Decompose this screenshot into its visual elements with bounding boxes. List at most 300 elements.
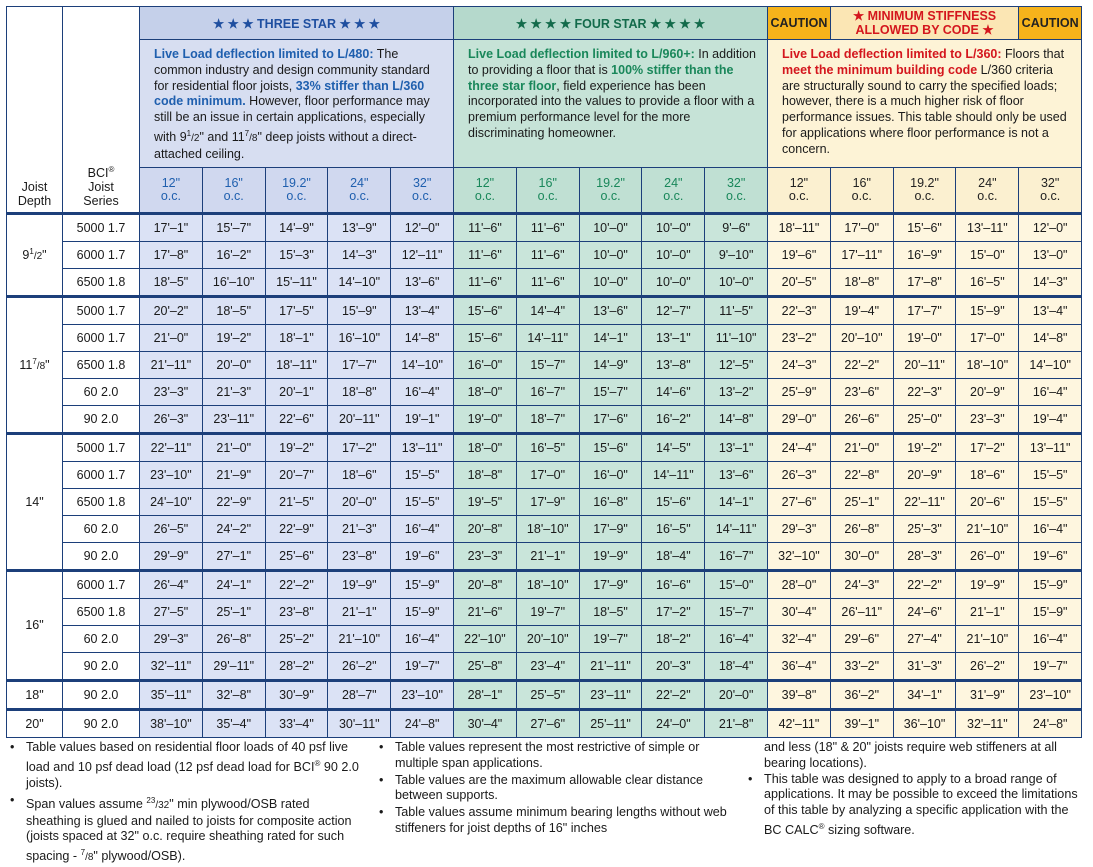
span-value-cell: 19'–9" (579, 542, 642, 570)
span-value-cell: 36'–4" (768, 652, 831, 680)
span-value-cell: 16'–5" (642, 515, 705, 542)
span-value-cell: 39'–1" (830, 709, 893, 737)
notes-column-2 (375, 740, 730, 838)
depth-value: 9 (22, 248, 30, 263)
spacing-oc: o.c. (914, 188, 935, 203)
span-value-cell: 14'–9" (579, 351, 642, 378)
span-value-cell: 13'–1" (642, 324, 705, 351)
table-row (7, 324, 1082, 351)
span-value-cell: 18'–10" (516, 515, 579, 542)
series-cell: 60 2.0 (63, 515, 140, 542)
span-value-cell: 11'–6" (454, 213, 517, 241)
span-value-cell: 10'–0" (579, 213, 642, 241)
table-row (7, 488, 1082, 515)
spacing-header (956, 167, 1019, 213)
span-value-cell: 18'–0" (454, 433, 517, 461)
span-value-cell: 15'–9" (328, 296, 391, 324)
span-value-cell: 21'–9" (202, 461, 265, 488)
span-value-cell: 14'–8" (705, 405, 768, 433)
span-value-cell: 15'–6" (642, 488, 705, 515)
span-value-cell: 32'–11" (956, 709, 1019, 737)
spacing-header (830, 167, 893, 213)
fraction-sup: 7 (244, 128, 250, 138)
note-clear-distance: • Table values are the maximum allowable clear distance between supports. (375, 773, 730, 805)
note-text: " plywood/OSB). (93, 849, 186, 864)
span-value-cell: 15'–6" (893, 213, 956, 241)
span-value-cell: 24'–4" (768, 433, 831, 461)
span-value-cell: 20'–0" (328, 488, 391, 515)
note-bc-calc (744, 772, 1084, 839)
table-row (7, 351, 1082, 378)
span-value-cell: 13'–6" (391, 268, 454, 296)
span-value-cell: 14'–11" (642, 461, 705, 488)
table-row (7, 680, 1082, 709)
three-star-text4: " deep joists without a direct-attached ceiling. (154, 130, 417, 161)
span-value-cell: 16'–7" (516, 378, 579, 405)
spacing-header (642, 167, 705, 213)
span-value-cell: 16'–8" (579, 488, 642, 515)
series-cell: 5000 1.7 (63, 433, 140, 461)
span-value-cell: 18'–7" (516, 405, 579, 433)
spacing-value: 24" (664, 175, 683, 190)
span-value-cell: 10'–0" (705, 268, 768, 296)
spacing-header (202, 167, 265, 213)
span-value-cell: 15'–6" (454, 296, 517, 324)
span-value-cell: 25'–0" (893, 405, 956, 433)
span-value-cell: 22'–3" (768, 296, 831, 324)
span-value-cell: 18'–5" (140, 268, 203, 296)
span-value-cell: 13'–2" (705, 378, 768, 405)
span-value-cell: 10'–0" (579, 268, 642, 296)
four-star-text1: In addition to providing a floor that is (468, 47, 756, 77)
spacing-value: 32" (1040, 175, 1060, 190)
span-value-cell: 21'–6" (454, 598, 517, 625)
spacing-oc: o.c. (726, 188, 747, 203)
span-value-cell: 14'–8" (1019, 324, 1082, 351)
span-value-cell: 17'–2" (956, 433, 1019, 461)
span-value-cell: 18'–4" (705, 652, 768, 680)
minimum-stiffness-header (830, 7, 1018, 40)
span-value-cell: 20'–0" (202, 351, 265, 378)
span-value-cell: 11'–6" (454, 268, 517, 296)
span-value-cell: 32'–4" (768, 625, 831, 652)
notes-column-1 (6, 740, 361, 867)
fraction-sub: /2 (191, 133, 200, 145)
span-value-cell: 16'–7" (705, 542, 768, 570)
span-value-cell: 21'–0" (830, 433, 893, 461)
four-star-header: ★ ★ ★ ★ FOUR STAR ★ ★ ★ ★ (454, 7, 768, 40)
span-value-cell: 14'–11" (705, 515, 768, 542)
span-value-cell: 23'–10" (1019, 680, 1082, 709)
span-value-cell: 23'–8" (328, 542, 391, 570)
span-value-cell: 20'–0" (705, 680, 768, 709)
span-value-cell: 24'–3" (830, 570, 893, 598)
span-value-cell: 25'–8" (454, 652, 517, 680)
span-value-cell: 28'–1" (454, 680, 517, 709)
series-cell: 60 2.0 (63, 625, 140, 652)
span-value-cell: 25'–9" (768, 378, 831, 405)
spacing-header (516, 167, 579, 213)
span-value-cell: 21'–5" (265, 488, 328, 515)
table-row (7, 542, 1082, 570)
span-value-cell: 26'–6" (830, 405, 893, 433)
fraction-sup: 1 (29, 247, 34, 257)
span-value-cell: 26'–2" (956, 652, 1019, 680)
table-row (7, 378, 1082, 405)
note-restrictive: • Table values represent the most restrictive of simple or multiple span applications. (375, 740, 730, 772)
span-value-cell: 21'–0" (202, 433, 265, 461)
span-value-cell: 16'–4" (1019, 625, 1082, 652)
span-value-cell: 38'–10" (140, 709, 203, 737)
span-value-cell: 16'–0" (579, 461, 642, 488)
spacing-oc: o.c. (537, 188, 558, 203)
span-value-cell: 17'–2" (328, 433, 391, 461)
span-value-cell: 25'–1" (202, 598, 265, 625)
span-value-cell: 12'–0" (1019, 213, 1082, 241)
spacing-value: 16" (224, 175, 243, 190)
span-value-cell: 17'–11" (830, 241, 893, 268)
table-row (7, 405, 1082, 433)
span-value-cell: 29'–0" (768, 405, 831, 433)
span-value-cell: 18'–6" (328, 461, 391, 488)
span-value-cell: 11'–5" (705, 296, 768, 324)
joist-depth-cell (7, 433, 63, 570)
spacing-header (705, 167, 768, 213)
span-value-cell: 26'–2" (328, 652, 391, 680)
span-value-cell: 18'–5" (202, 296, 265, 324)
span-value-cell: 20'–11" (328, 405, 391, 433)
span-value-cell: 22'–2" (830, 351, 893, 378)
span-value-cell: 13'–4" (1019, 296, 1082, 324)
series-cell: 90 2.0 (63, 542, 140, 570)
spacing-value: 16" (852, 175, 871, 190)
span-value-cell: 15'–6" (579, 433, 642, 461)
span-value-cell: 22'–6" (265, 405, 328, 433)
span-value-cell: 23'–3" (140, 378, 203, 405)
table-row (7, 709, 1082, 737)
minimum-description (768, 40, 1082, 168)
depth-value: 14" (25, 494, 44, 509)
note-text: This table was designed to apply to a broad range of applications. It may be possible to exceed the limitations of this table by analyzing a specific application with the BC CALC (764, 771, 1078, 838)
span-value-cell: 19'–2" (265, 433, 328, 461)
joist-depth-label-1: Joist (21, 179, 48, 194)
fraction-sup: 1 (186, 128, 192, 138)
span-value-cell: 21'–11" (140, 351, 203, 378)
span-value-cell: 13'–9" (328, 213, 391, 241)
span-value-cell: 26'–3" (140, 405, 203, 433)
span-value-cell: 22'–2" (642, 680, 705, 709)
span-value-cell: 17'–8" (140, 241, 203, 268)
span-value-cell: 36'–10" (893, 709, 956, 737)
span-value-cell: 23'–6" (830, 378, 893, 405)
span-value-cell: 17'–5" (265, 296, 328, 324)
span-value-cell: 26'–5" (140, 515, 203, 542)
span-value-cell: 9'–6" (705, 213, 768, 241)
span-value-cell: 20'–9" (893, 461, 956, 488)
fraction-sup: 7 (32, 357, 37, 367)
span-value-cell: 19'–5" (454, 488, 517, 515)
span-value-cell: 23'–2" (768, 324, 831, 351)
span-value-cell: 14'–10" (391, 351, 454, 378)
depth-value: 11 (19, 358, 33, 373)
span-value-cell: 34'–1" (893, 680, 956, 709)
span-value-cell: 17'–8" (893, 268, 956, 296)
span-value-cell: 16'–5" (956, 268, 1019, 296)
span-value-cell: 20'–8" (454, 515, 517, 542)
span-value-cell: 19'–0" (893, 324, 956, 351)
series-cell: 6000 1.7 (63, 324, 140, 351)
span-value-cell: 19'–2" (893, 433, 956, 461)
span-value-cell: 31'–9" (956, 680, 1019, 709)
joist-depth-cell (7, 296, 63, 433)
span-value-cell: 15'–5" (391, 461, 454, 488)
span-value-cell: 18'–0" (454, 378, 517, 405)
span-value-cell: 22'–3" (893, 378, 956, 405)
table-row (7, 241, 1082, 268)
span-value-cell: 24'–6" (893, 598, 956, 625)
span-value-cell: 20'–10" (516, 625, 579, 652)
span-value-cell: 20'–7" (265, 461, 328, 488)
spacing-value: 24" (350, 175, 369, 190)
spacing-oc: o.c. (160, 188, 181, 203)
span-value-cell: 15'–9" (1019, 570, 1082, 598)
span-value-cell: 13'–0" (1019, 241, 1082, 268)
span-value-cell: 15'–9" (1019, 598, 1082, 625)
span-value-cell: 18'–11" (768, 213, 831, 241)
span-value-cell: 23'–8" (265, 598, 328, 625)
span-value-cell: 26'–0" (956, 542, 1019, 570)
span-value-cell: 14'–4" (516, 296, 579, 324)
span-value-cell: 26'–8" (830, 515, 893, 542)
span-value-cell: 25'–1" (830, 488, 893, 515)
span-value-cell: 18'–1" (265, 324, 328, 351)
minimum-text1: Floors that (1001, 47, 1065, 61)
span-value-cell: 22'–11" (140, 433, 203, 461)
spacing-value: 32" (726, 175, 746, 190)
span-value-cell: 25'–11" (579, 709, 642, 737)
span-value-cell: 16'–2" (642, 405, 705, 433)
span-value-cell: 11'–6" (516, 241, 579, 268)
span-value-cell: 19'–9" (328, 570, 391, 598)
table-row (7, 570, 1082, 598)
span-value-cell: 17'–0" (830, 213, 893, 241)
series-cell: 6500 1.8 (63, 488, 140, 515)
span-value-cell: 16'–4" (1019, 378, 1082, 405)
registered-mark: ® (108, 164, 115, 174)
span-value-cell: 19'–7" (1019, 652, 1082, 680)
span-value-cell: 20'–3" (642, 652, 705, 680)
span-value-cell: 24'–8" (1019, 709, 1082, 737)
span-value-cell: 21'–10" (956, 515, 1019, 542)
span-value-cell: 10'–0" (642, 241, 705, 268)
span-value-cell: 15'–5" (1019, 488, 1082, 515)
spacing-oc: o.c. (223, 188, 244, 203)
span-value-cell: 14'–3" (1019, 268, 1082, 296)
span-value-cell: 23'–10" (140, 461, 203, 488)
joist-depth-cell (7, 570, 63, 680)
three-star-highlight: 33% stiffer than L/360 code minimum. (154, 78, 425, 109)
span-value-cell: 24'–8" (391, 709, 454, 737)
span-value-cell: 13'–11" (391, 433, 454, 461)
span-value-cell: 27'–6" (516, 709, 579, 737)
joist-depth-cell (7, 213, 63, 296)
span-value-cell: 35'–11" (140, 680, 203, 709)
span-value-cell: 16'–4" (391, 378, 454, 405)
bci-joist-label: Joist (88, 179, 114, 194)
span-value-cell: 18'–8" (830, 268, 893, 296)
span-value-cell: 15'–11" (265, 268, 328, 296)
table-row (7, 213, 1082, 241)
joist-depth-cell (7, 680, 63, 709)
span-value-cell: 17'–6" (579, 405, 642, 433)
span-value-cell: 12'–7" (642, 296, 705, 324)
fraction-sup: 7 (80, 848, 86, 858)
span-value-cell: 20'–11" (893, 351, 956, 378)
span-value-cell: 23'–10" (391, 680, 454, 709)
span-value-cell: 15'–9" (391, 598, 454, 625)
fraction-sup: 23 (146, 795, 156, 805)
span-value-cell: 21'–1" (516, 542, 579, 570)
table-row (7, 598, 1082, 625)
span-value-cell: 16'–4" (1019, 515, 1082, 542)
span-value-cell: 15'–0" (705, 570, 768, 598)
span-value-cell: 42'–11" (768, 709, 831, 737)
span-value-cell: 22'–2" (265, 570, 328, 598)
span-value-cell: 19'–4" (830, 296, 893, 324)
span-value-cell: 21'–3" (202, 378, 265, 405)
span-value-cell: 28'–0" (768, 570, 831, 598)
span-value-cell: 19'–9" (956, 570, 1019, 598)
series-cell: 6000 1.7 (63, 570, 140, 598)
spacing-value: 19.2" (282, 175, 311, 190)
spacing-oc: o.c. (1040, 188, 1061, 203)
span-value-cell: 30'–4" (454, 709, 517, 737)
series-cell: 90 2.0 (63, 652, 140, 680)
spacing-header (893, 167, 956, 213)
span-value-cell: 15'–7" (579, 378, 642, 405)
span-value-cell: 14'–11" (516, 324, 579, 351)
span-value-cell: 22'–8" (830, 461, 893, 488)
span-value-cell: 13'–11" (956, 213, 1019, 241)
span-value-cell: 11'–10" (705, 324, 768, 351)
span-value-cell: 19'–6" (391, 542, 454, 570)
fraction-sub: /32 (155, 799, 170, 811)
series-cell: 5000 1.7 (63, 296, 140, 324)
series-cell: 90 2.0 (63, 709, 140, 737)
four-star-lead: Live Load deflection limited to L/960+: (468, 47, 695, 61)
span-value-cell: 13'–8" (642, 351, 705, 378)
note-text: Span values assume (26, 796, 147, 811)
span-value-cell: 18'–8" (454, 461, 517, 488)
spacing-value: 16" (538, 175, 557, 190)
span-table-body (7, 213, 1082, 737)
span-value-cell: 16'–4" (391, 515, 454, 542)
table-row (7, 652, 1082, 680)
span-value-cell: 26'–4" (140, 570, 203, 598)
span-value-cell: 30'–4" (768, 598, 831, 625)
span-value-cell: 16'–0" (454, 351, 517, 378)
span-value-cell: 24'–3" (768, 351, 831, 378)
spacing-header (328, 167, 391, 213)
spacing-value: 12" (475, 175, 495, 190)
span-value-cell: 14'–1" (579, 324, 642, 351)
span-value-cell: 22'–10" (454, 625, 517, 652)
span-value-cell: 15'–7" (516, 351, 579, 378)
span-value-cell: 39'–8" (768, 680, 831, 709)
span-value-cell: 25'–5" (516, 680, 579, 709)
three-star-header: ★ ★ ★ THREE STAR ★ ★ ★ (140, 7, 454, 40)
span-value-cell: 27'–1" (202, 542, 265, 570)
span-value-cell: 18'–10" (956, 351, 1019, 378)
span-value-cell: 15'–7" (705, 598, 768, 625)
table-row (7, 433, 1082, 461)
spacing-header (1019, 167, 1082, 213)
span-value-cell: 19'–2" (202, 324, 265, 351)
span-value-cell: 30'–0" (830, 542, 893, 570)
spacing-header (265, 167, 328, 213)
span-value-cell: 32'–11" (140, 652, 203, 680)
spacing-header (391, 167, 454, 213)
span-value-cell: 15'–6" (454, 324, 517, 351)
fraction-sub: /8 (85, 852, 94, 864)
span-value-cell: 17'–9" (579, 570, 642, 598)
spacing-header (768, 167, 831, 213)
span-value-cell: 32'–8" (202, 680, 265, 709)
span-value-cell: 23'–3" (454, 542, 517, 570)
series-cell: 60 2.0 (63, 378, 140, 405)
bci-series-header (63, 7, 140, 214)
span-value-cell: 22'–2" (893, 570, 956, 598)
spacing-oc: o.c. (977, 188, 998, 203)
span-value-cell: 20'–6" (956, 488, 1019, 515)
joist-depth-label-2: Depth (17, 193, 52, 208)
fraction-sub: /8 (249, 133, 258, 145)
depth-value: 20" (25, 716, 44, 731)
series-cell: 5000 1.7 (63, 213, 140, 241)
bci-label: BCI (87, 165, 109, 180)
span-value-cell: 29'–9" (140, 542, 203, 570)
span-value-cell: 17'–7" (893, 296, 956, 324)
span-value-cell: 16'–10" (202, 268, 265, 296)
span-value-cell: 18'–10" (516, 570, 579, 598)
span-value-cell: 17'–1" (140, 213, 203, 241)
span-value-cell: 17'–9" (516, 488, 579, 515)
span-value-cell: 20'–5" (768, 268, 831, 296)
note-text: sizing software. (824, 823, 915, 838)
span-value-cell: 20'–10" (830, 324, 893, 351)
span-value-cell: 18'–6" (956, 461, 1019, 488)
caution-badge-right: CAUTION (1019, 7, 1082, 40)
span-value-cell: 25'–6" (265, 542, 328, 570)
table-row (7, 268, 1082, 296)
span-value-cell: 15'–5" (1019, 461, 1082, 488)
span-value-cell: 25'–3" (893, 515, 956, 542)
span-value-cell: 17'–0" (516, 461, 579, 488)
span-value-cell: 29'–3" (140, 625, 203, 652)
depth-value: 18" (25, 687, 44, 702)
three-star-text1: The common industry and design community standard for residential floor joists, (154, 47, 430, 93)
span-value-cell: 24'–2" (202, 515, 265, 542)
spacing-oc: o.c. (349, 188, 370, 203)
span-value-cell: 14'–6" (642, 378, 705, 405)
span-value-cell: 13'–1" (705, 433, 768, 461)
span-value-cell: 12'–0" (391, 213, 454, 241)
span-value-cell: 22'–11" (893, 488, 956, 515)
span-value-cell: 15'–5" (391, 488, 454, 515)
span-value-cell: 29'–11" (202, 652, 265, 680)
series-cell: 90 2.0 (63, 680, 140, 709)
joist-depth-header (7, 7, 63, 214)
